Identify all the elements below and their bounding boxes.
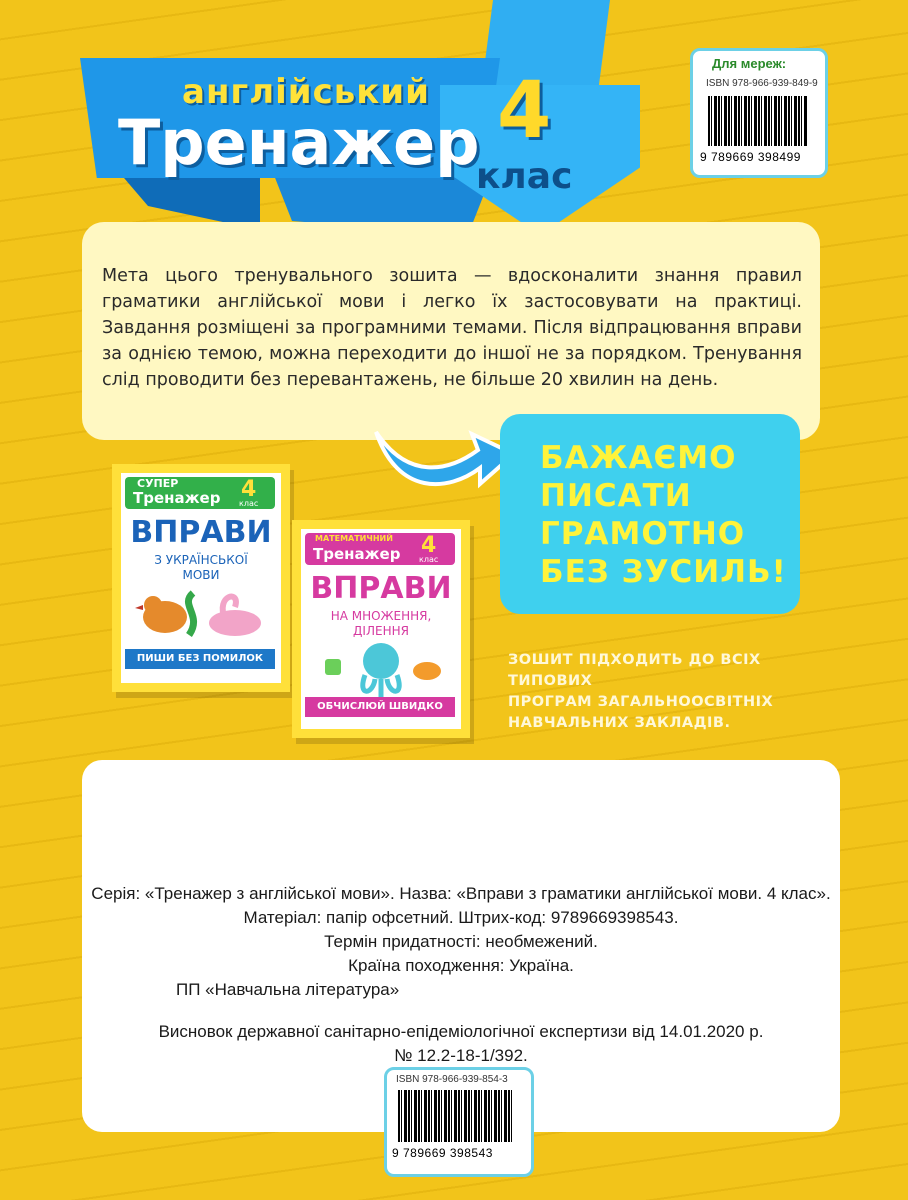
book2-grade: 4 [421, 533, 437, 558]
compat-line-2: ПРОГРАМ ЗАГАЛЬНООСВІТНІХ [508, 694, 774, 710]
book2-title: ВПРАВИ [310, 571, 452, 606]
barcode-top-label: Для мереж: [712, 56, 787, 71]
info-series-line: Серія: «Тренажер з англійської мови». Назва: «Вправи з граматики англійської мови. 4 клас». [91, 884, 831, 903]
compatibility-note [508, 650, 848, 734]
wish-line-1: БАЖАЄМО [540, 440, 737, 476]
book2-subtitle-1: НА МНОЖЕННЯ, [330, 609, 432, 623]
barcode-top-isbn: ISBN 978-966-939-849-9 [706, 78, 818, 89]
book1-subtitle-1: З УКРАЇНСЬКОЇ [154, 553, 248, 567]
barcode-bottom-isbn: ISBN 978-966-939-854-3 [396, 1074, 508, 1085]
barcode-bottom-digits: 9 789669 398543 [392, 1146, 493, 1160]
book-cover-ukrainian [112, 464, 290, 692]
grade-number: 4 [497, 66, 552, 156]
birds-illustration-icon [131, 585, 271, 643]
info-material-line: Матеріал: папір офсетний. Штрих-код: 9789669398543. [243, 908, 679, 927]
barcode-bottom-bars [398, 1090, 514, 1142]
book1-grade: 4 [241, 477, 257, 502]
wish-line-4: БЕЗ ЗУСИЛЬ! [540, 554, 787, 590]
info-country-line: Країна походження: Україна. [348, 956, 574, 975]
book2-subtitle-2: ДІЛЕННЯ [353, 624, 409, 638]
info-publisher-line: ПП «Навчальна література» [176, 980, 400, 999]
info-expertise-line: Висновок державної санітарно-епідеміологічної експертизи від 14.01.2020 р. [158, 1022, 764, 1041]
book2-series: Тренажер [313, 545, 401, 563]
wish-line-2: ПИСАТИ [540, 478, 692, 514]
book2-grade-word: клас [419, 555, 439, 564]
book1-series-top: СУПЕР [137, 477, 179, 490]
octopus-illustration-icon [317, 639, 447, 699]
barcode-top-digits: 9 789669 398499 [700, 150, 801, 164]
book-title: Тренажер [118, 106, 480, 179]
book2-series-top: МАТЕМАТИЧНИЙ [315, 534, 393, 543]
grade-word: клас [476, 156, 573, 197]
barcode-top-bars [708, 96, 808, 146]
book1-footer: ПИШИ БЕЗ ПОМИЛОК [125, 649, 275, 669]
book1-subtitle-2: МОВИ [182, 568, 220, 582]
wish-line-3: ГРАМОТНО [540, 516, 746, 552]
book1-grade-word: клас [239, 499, 259, 508]
description-text: Мета цього тренувального зошита — вдосконалити знання правил граматики англійської мови і легко їх застосовувати на практиці. Завдання розміщені за програмними темами. Після відпрацювання вправи за однією темою, можна переходити до іншої не за порядком. Тренування слід проводити без перевантажень, не більше 20 хвилин на день. [102, 266, 802, 390]
book1-series: Тренажер [133, 489, 221, 507]
book-cover-math [292, 520, 470, 738]
arrow-right-icon [368, 410, 518, 500]
book1-title: ВПРАВИ [130, 515, 272, 550]
info-shelf-life-line: Термін придатності: необмежений. [324, 932, 598, 951]
compat-line-1: ЗОШИТ ПІДХОДИТЬ ДО ВСІХ ТИПОВИХ [508, 652, 761, 689]
title-subtitle: англійський [182, 72, 430, 112]
book2-footer: ОБЧИСЛЮЙ ШВИДКО [305, 697, 455, 717]
info-expertise-number: № 12.2-18-1/392. [394, 1046, 528, 1065]
compat-line-3: НАВЧАЛЬНИХ ЗАКЛАДІВ. [508, 715, 731, 731]
